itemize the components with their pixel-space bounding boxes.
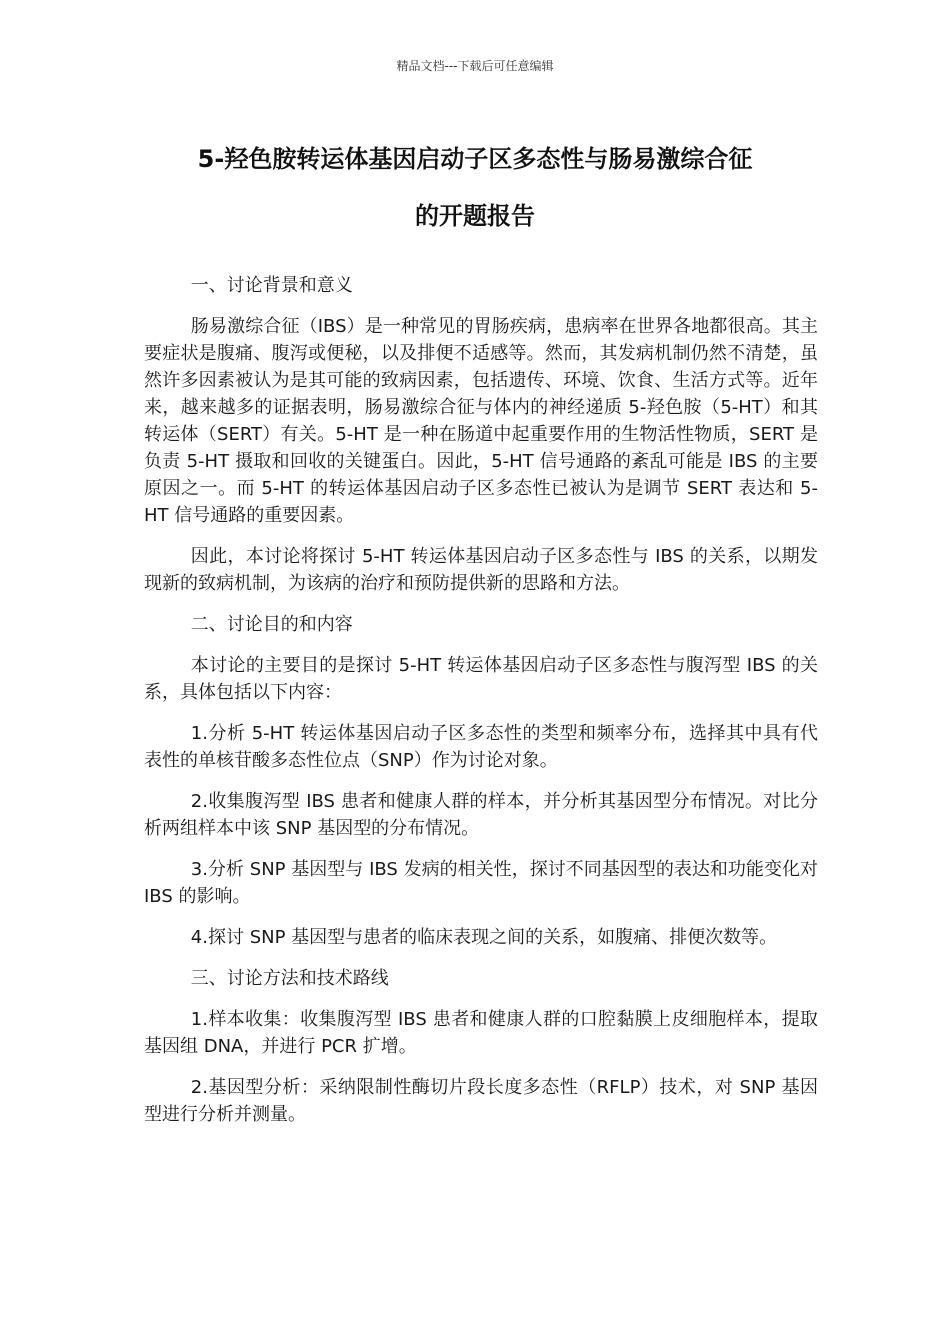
section-heading-background: 一、讨论背景和意义 [190,275,353,296]
document-title-line-1: 5-羟色胺转运体基因启动子区多态性与肠易激综合征 [197,145,753,173]
section-heading-objectives: 二、讨论目的和内容 [190,614,353,635]
objective-item-2: 2.收集腹泻型 IBS 患者和健康人群的样本，并分析其基因型分布情况。对比分析两组样本中该 SNP 基因型的分布情况。 [144,791,818,839]
section-heading-methods: 三、讨论方法和技术路线 [190,968,389,989]
objective-item-3: 3.分析 SNP 基因型与 IBS 发病的相关性，探讨不同基因型的表达和功能变化对 IBS 的影响。 [144,859,818,907]
method-item-2: 2.基因型分析：采纳限制性酶切片段长度多态性（RFLP）技术，对 SNP 基因型进行分析并测量。 [144,1077,818,1125]
paragraph-significance: 因此，本讨论将探讨 5-HT 转运体基因启动子区多态性与 IBS 的关系，以期发现新的致病机制，为该病的治疗和预防提供新的思路和方法。 [144,546,818,594]
objective-item-1: 1.分析 5-HT 转运体基因启动子区多态性的类型和频率分布，选择其中具有代表性的单核苷酸多态性位点（SNP）作为讨论对象。 [144,723,818,771]
page-header: 精品文档---下载后可任意编辑 [396,59,554,73]
paragraph-background: 肠易激综合征（IBS）是一种常见的胃肠疾病，患病率在世界各地都很高。其主要症状是腹痛、腹泻或便秘，以及排便不适感等。然而，其发病机制仍然不清楚，虽然许多因素被认为是其可能的致病因素，包括遗传、环境、饮食、生活方式等。近年来，越来越多的证据表明，肠易激综合征与体内的神经递质 5-羟色胺（5-HT）和其转运体（SERT）有关。5-HT 是一种在肠道中起重要作用的生物活性物质，SERT 是负责 5-HT 摄取和回收的关键蛋白。因此，5-HT 信号通路的紊乱可能是 IBS 的主要原因之一。而 5-HT 的转运体基因启动子区多态性已被认为是调节 SERT 表达和 5-HT 信号通路的重要因素。 [144,316,818,526]
method-item-1: 1.样本收集：收集腹泻型 IBS 患者和健康人群的口腔黏膜上皮细胞样本，提取基因组 DNA，并进行 PCR 扩增。 [144,1009,818,1057]
document-title-line-2: 的开题报告 [415,202,535,230]
paragraph-objectives-intro: 本讨论的主要目的是探讨 5-HT 转运体基因启动子区多态性与腹泻型 IBS 的关系，具体包括以下内容： [144,655,818,703]
objective-item-4: 4.探讨 SNP 基因型与患者的临床表现之间的关系，如腹痛、排便次数等。 [190,927,778,948]
document-body [144,272,818,1142]
